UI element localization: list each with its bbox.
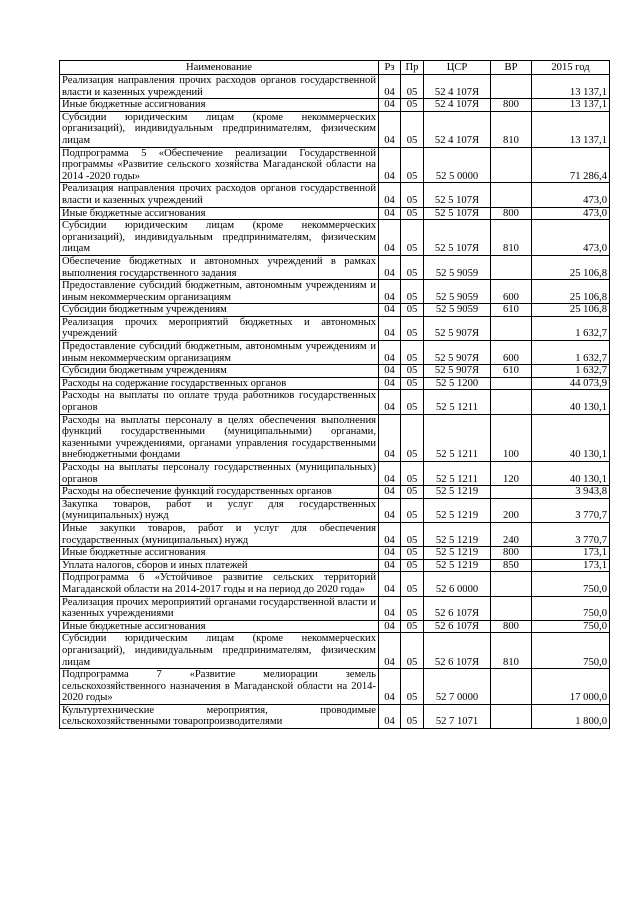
cell-rz: 04: [379, 559, 401, 572]
header-name: Наименование: [60, 61, 379, 75]
cell-pr: 05: [401, 620, 424, 633]
table-row: [60, 414, 610, 461]
cell-name: Реализация направления прочих расходов органов государственной власти и казенных учреждений: [60, 183, 379, 207]
cell-vr: [491, 704, 532, 728]
table-row: [60, 704, 610, 728]
table-row: [60, 486, 610, 499]
cell-vr: [491, 147, 532, 183]
cell-pr: 05: [401, 522, 424, 546]
table-row: [60, 207, 610, 220]
cell-vr: 600: [491, 341, 532, 365]
table-row: [60, 316, 610, 340]
cell-csr: 52 5 107Я: [424, 183, 491, 207]
cell-vr: [491, 390, 532, 414]
cell-csr: 52 5 0000: [424, 147, 491, 183]
cell-vr: 800: [491, 547, 532, 560]
cell-vr: 810: [491, 111, 532, 147]
table-row: [60, 620, 610, 633]
cell-pr: 05: [401, 280, 424, 304]
cell-amount: 473,0: [532, 183, 610, 207]
cell-vr: [491, 183, 532, 207]
table-row: [60, 522, 610, 546]
cell-name: Расходы на обеспечение функций государственных органов: [60, 486, 379, 499]
cell-rz: 04: [379, 704, 401, 728]
cell-name: Иные бюджетные ассигнования: [60, 99, 379, 112]
cell-amount: 1 800,0: [532, 704, 610, 728]
cell-amount: 750,0: [532, 596, 610, 620]
cell-amount: 25 106,8: [532, 304, 610, 317]
cell-pr: 05: [401, 111, 424, 147]
header-pr: Пр: [401, 61, 424, 75]
cell-vr: 200: [491, 498, 532, 522]
cell-pr: 05: [401, 207, 424, 220]
cell-vr: [491, 255, 532, 279]
cell-amount: 173,1: [532, 547, 610, 560]
cell-csr: 52 5 1211: [424, 390, 491, 414]
table-row: [60, 390, 610, 414]
cell-name: Подпрограмма 5 «Обеспечение реализации Государственной программы «Развитие сельского хозяйства Магаданской области на 2014 -2020 годы»: [60, 147, 379, 183]
cell-name: Подпрограмма 7 «Развитие мелиорации земель сельскохозяйственного назначения в Магаданской области на 2014-2020 годы»: [60, 669, 379, 705]
cell-csr: 52 5 1219: [424, 522, 491, 546]
header-rz: Рз: [379, 61, 401, 75]
cell-csr: 52 6 107Я: [424, 620, 491, 633]
cell-csr: 52 5 9059: [424, 255, 491, 279]
cell-rz: 04: [379, 377, 401, 390]
table-row: [60, 498, 610, 522]
cell-rz: 04: [379, 220, 401, 256]
cell-pr: 05: [401, 462, 424, 486]
cell-csr: 52 4 107Я: [424, 75, 491, 99]
table-row: [60, 99, 610, 112]
cell-amount: 1 632,7: [532, 341, 610, 365]
cell-amount: 173,1: [532, 559, 610, 572]
cell-rz: 04: [379, 304, 401, 317]
table-row: [60, 220, 610, 256]
table-row: [60, 572, 610, 596]
cell-rz: 04: [379, 414, 401, 461]
table-row: [60, 75, 610, 99]
cell-vr: 850: [491, 559, 532, 572]
cell-csr: 52 6 107Я: [424, 596, 491, 620]
table-row: [60, 377, 610, 390]
table-row: [60, 559, 610, 572]
cell-vr: 100: [491, 414, 532, 461]
cell-pr: 05: [401, 183, 424, 207]
cell-rz: 04: [379, 633, 401, 669]
cell-name: Обеспечение бюджетных и автономных учреждений в рамках выполнения государственного задания: [60, 255, 379, 279]
cell-amount: 1 632,7: [532, 316, 610, 340]
cell-pr: 05: [401, 147, 424, 183]
cell-vr: 240: [491, 522, 532, 546]
cell-name: Реализация прочих мероприятий органами государственной власти и казенных учреждениями: [60, 596, 379, 620]
table-row: [60, 304, 610, 317]
cell-amount: 13 137,1: [532, 111, 610, 147]
cell-pr: 05: [401, 377, 424, 390]
cell-pr: 05: [401, 316, 424, 340]
cell-name: Субсидии бюджетным учреждениям: [60, 304, 379, 317]
budget-table: [59, 60, 610, 729]
cell-rz: 04: [379, 390, 401, 414]
cell-vr: 610: [491, 365, 532, 378]
table-row: [60, 255, 610, 279]
cell-name: Предоставление субсидий бюджетным, автономным учреждениям и иным некоммерческим организациям: [60, 341, 379, 365]
cell-csr: 52 5 1200: [424, 377, 491, 390]
cell-pr: 05: [401, 75, 424, 99]
cell-amount: 750,0: [532, 633, 610, 669]
cell-rz: 04: [379, 522, 401, 546]
cell-csr: 52 5 1211: [424, 414, 491, 461]
cell-rz: 04: [379, 620, 401, 633]
cell-rz: 04: [379, 316, 401, 340]
cell-amount: 44 073,9: [532, 377, 610, 390]
budget-document: [59, 60, 609, 729]
table-row: [60, 365, 610, 378]
cell-amount: 25 106,8: [532, 280, 610, 304]
cell-rz: 04: [379, 669, 401, 705]
cell-rz: 04: [379, 547, 401, 560]
cell-amount: 473,0: [532, 220, 610, 256]
cell-name: Субсидии бюджетным учреждениям: [60, 365, 379, 378]
cell-pr: 05: [401, 99, 424, 112]
cell-vr: [491, 669, 532, 705]
cell-vr: [491, 596, 532, 620]
cell-vr: 810: [491, 220, 532, 256]
cell-amount: 1 632,7: [532, 365, 610, 378]
cell-csr: 52 6 0000: [424, 572, 491, 596]
cell-name: Расходы на содержание государственных органов: [60, 377, 379, 390]
cell-pr: 05: [401, 498, 424, 522]
cell-rz: 04: [379, 280, 401, 304]
cell-pr: 05: [401, 704, 424, 728]
table-row: [60, 147, 610, 183]
cell-name: Реализация направления прочих расходов органов государственной власти и казенных учреждений: [60, 75, 379, 99]
table-row: [60, 462, 610, 486]
cell-pr: 05: [401, 341, 424, 365]
cell-amount: 750,0: [532, 572, 610, 596]
cell-csr: 52 5 907Я: [424, 341, 491, 365]
cell-amount: 750,0: [532, 620, 610, 633]
cell-name: Расходы на выплаты персоналу государственных (муниципальных) органов: [60, 462, 379, 486]
cell-csr: 52 7 1071: [424, 704, 491, 728]
cell-vr: [491, 75, 532, 99]
cell-csr: 52 5 9059: [424, 280, 491, 304]
cell-csr: 52 5 1219: [424, 547, 491, 560]
cell-name: Уплата налогов, сборов и иных платежей: [60, 559, 379, 572]
cell-pr: 05: [401, 547, 424, 560]
cell-csr: 52 6 107Я: [424, 633, 491, 669]
table-row: [60, 669, 610, 705]
cell-name: Подпрограмма 6 «Устойчивое развитие сельских территорий Магаданской области на 2014-2017 годы и на период до 2020 года»: [60, 572, 379, 596]
cell-csr: 52 4 107Я: [424, 111, 491, 147]
cell-pr: 05: [401, 390, 424, 414]
cell-rz: 04: [379, 572, 401, 596]
cell-amount: 473,0: [532, 207, 610, 220]
cell-csr: 52 5 1219: [424, 498, 491, 522]
cell-pr: 05: [401, 596, 424, 620]
cell-csr: 52 5 107Я: [424, 220, 491, 256]
cell-pr: 05: [401, 414, 424, 461]
cell-name: Предоставление субсидий бюджетным, автономным учреждениям и иным некоммерческим организациям: [60, 280, 379, 304]
cell-rz: 04: [379, 99, 401, 112]
cell-amount: 3 770,7: [532, 498, 610, 522]
cell-csr: 52 4 107Я: [424, 99, 491, 112]
cell-amount: 13 137,1: [532, 99, 610, 112]
cell-csr: 52 5 9059: [424, 304, 491, 317]
cell-vr: [491, 572, 532, 596]
cell-rz: 04: [379, 75, 401, 99]
cell-rz: 04: [379, 255, 401, 279]
cell-rz: 04: [379, 486, 401, 499]
cell-vr: 810: [491, 633, 532, 669]
cell-amount: 40 130,1: [532, 390, 610, 414]
cell-name: Иные бюджетные ассигнования: [60, 547, 379, 560]
cell-vr: 610: [491, 304, 532, 317]
cell-csr: 52 7 0000: [424, 669, 491, 705]
cell-name: Расходы на выплаты по оплате труда работников государственных органов: [60, 390, 379, 414]
cell-vr: [491, 486, 532, 499]
cell-pr: 05: [401, 255, 424, 279]
cell-vr: 600: [491, 280, 532, 304]
cell-pr: 05: [401, 304, 424, 317]
cell-amount: 25 106,8: [532, 255, 610, 279]
table-header-row: [60, 61, 610, 75]
cell-pr: 05: [401, 220, 424, 256]
header-vr: ВР: [491, 61, 532, 75]
table-row: [60, 633, 610, 669]
table-row: [60, 183, 610, 207]
cell-vr: 800: [491, 620, 532, 633]
cell-amount: 13 137,1: [532, 75, 610, 99]
cell-amount: 71 286,4: [532, 147, 610, 183]
cell-pr: 05: [401, 633, 424, 669]
cell-csr: 52 5 907Я: [424, 316, 491, 340]
cell-csr: 52 5 1219: [424, 486, 491, 499]
cell-rz: 04: [379, 498, 401, 522]
cell-csr: 52 5 1219: [424, 559, 491, 572]
cell-rz: 04: [379, 365, 401, 378]
cell-rz: 04: [379, 207, 401, 220]
cell-rz: 04: [379, 111, 401, 147]
table-row: [60, 111, 610, 147]
cell-pr: 05: [401, 572, 424, 596]
table-row: [60, 280, 610, 304]
cell-amount: 40 130,1: [532, 462, 610, 486]
cell-amount: 3 770,7: [532, 522, 610, 546]
cell-amount: 17 000,0: [532, 669, 610, 705]
cell-pr: 05: [401, 486, 424, 499]
cell-name: Субсидии юридическим лицам (кроме некоммерческих организаций), индивидуальным предпринимателям, физическим лицам: [60, 220, 379, 256]
cell-rz: 04: [379, 596, 401, 620]
cell-name: Иные закупки товаров, работ и услуг для обеспечения государственных (муниципальных) нужд: [60, 522, 379, 546]
header-csr: ЦСР: [424, 61, 491, 75]
cell-vr: [491, 377, 532, 390]
cell-name: Субсидии юридическим лицам (кроме некоммерческих организаций), индивидуальным предпринимателям, физическим лицам: [60, 111, 379, 147]
cell-vr: 800: [491, 99, 532, 112]
cell-csr: 52 5 907Я: [424, 365, 491, 378]
table-row: [60, 596, 610, 620]
cell-rz: 04: [379, 341, 401, 365]
cell-pr: 05: [401, 365, 424, 378]
header-year: 2015 год: [532, 61, 610, 75]
cell-rz: 04: [379, 183, 401, 207]
cell-pr: 05: [401, 559, 424, 572]
cell-amount: 3 943,8: [532, 486, 610, 499]
cell-csr: 52 5 107Я: [424, 207, 491, 220]
cell-rz: 04: [379, 462, 401, 486]
cell-csr: 52 5 1211: [424, 462, 491, 486]
table-row: [60, 341, 610, 365]
cell-amount: 40 130,1: [532, 414, 610, 461]
cell-name: Субсидии юридическим лицам (кроме некоммерческих организаций), индивидуальным предпринимателям, физическим лицам: [60, 633, 379, 669]
cell-name: Реализация прочих мероприятий бюджетных и автономных учреждений: [60, 316, 379, 340]
cell-pr: 05: [401, 669, 424, 705]
cell-vr: 800: [491, 207, 532, 220]
cell-name: Закупка товаров, работ и услуг для государственных (муниципальных) нужд: [60, 498, 379, 522]
cell-name: Иные бюджетные ассигнования: [60, 620, 379, 633]
cell-rz: 04: [379, 147, 401, 183]
cell-name: Иные бюджетные ассигнования: [60, 207, 379, 220]
table-row: [60, 547, 610, 560]
cell-vr: [491, 316, 532, 340]
cell-name: Расходы на выплаты персоналу в целях обеспечения выполнения функций государственными (муниципальными) органами, казенными учреждениями, органами управления государственными внебюджетными фондами: [60, 414, 379, 461]
cell-vr: 120: [491, 462, 532, 486]
cell-name: Культуртехнические мероприятия, проводимые сельскохозяйственными товаропроизводителями: [60, 704, 379, 728]
